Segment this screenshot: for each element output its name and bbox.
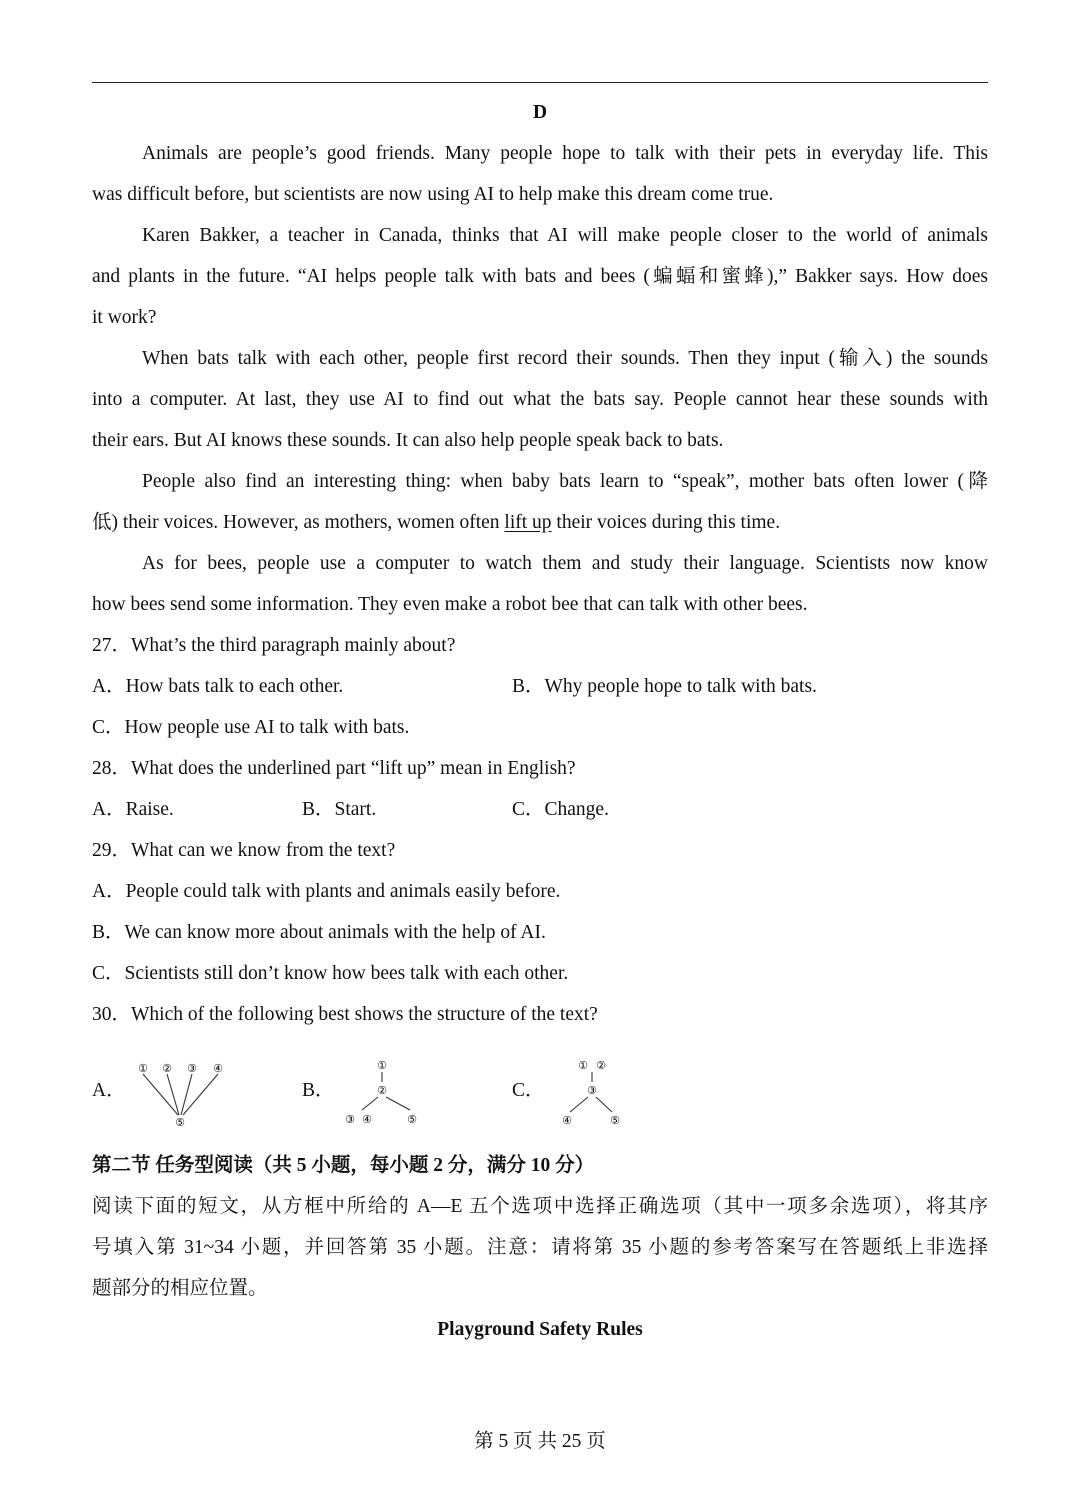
q29-option-a[interactable]: A．People could talk with plants and animals easily before. [92, 881, 561, 902]
q30c-node-3: ③ [587, 1084, 597, 1097]
q30a-node-2: ② [162, 1062, 172, 1075]
q29-stem: 29．What can we know from the text? [92, 840, 396, 861]
passage-p4-line2 [92, 511, 988, 535]
q28-option-b[interactable]: B．Start. [302, 799, 377, 820]
q28-option-c[interactable]: C．Change. [512, 799, 609, 820]
q30c-node-5: ⑤ [610, 1114, 620, 1127]
q27-stem: 27．What’s the third paragraph mainly about? [92, 635, 456, 656]
q28-option-a[interactable]: A．Raise. [92, 799, 174, 820]
q29-option-b[interactable]: B．We can know more about animals with the help of AI. [92, 922, 546, 943]
passage-p2-line2: and plants in the future. “AI helps people talk with bats and bees (蝙蝠和蜜蜂),” Bakker says. How does [92, 266, 988, 287]
passage-p5-line1: As for bees, people use a computer to watch them and study their language. Scientists now know [142, 553, 988, 574]
q30b-node-5: ⑤ [407, 1113, 417, 1126]
q30b-node-3: ③ [345, 1113, 355, 1126]
q30c-node-1: ① [578, 1059, 588, 1072]
passage-p1-line1: Animals are people’s good friends. Many people hope to talk with their pets in everyday life. This [142, 143, 988, 164]
q30a-node-4: ④ [213, 1062, 223, 1075]
q30a-node-5: ⑤ [175, 1116, 185, 1129]
q30a-node-1: ① [138, 1062, 148, 1075]
passage-p4-line1: People also find an interesting thing: when baby bats learn to “speak”, mother bats often lower (降 [142, 471, 988, 492]
q27-option-a[interactable]: A．How bats talk to each other. [92, 676, 344, 697]
q27-option-b[interactable]: B．Why people hope to talk with bats. [512, 676, 817, 697]
q30-option-a[interactable]: A． [92, 1080, 126, 1101]
section2-instructions-line1: 阅读下面的短文，从方框中所给的 A—E 五个选项中选择正确选项（其中一项多余选项），将其序 [92, 1196, 988, 1217]
passage-p2-line3: it work? [92, 307, 157, 328]
q30b-node-4: ④ [362, 1113, 372, 1126]
q30-diagram-c [548, 1052, 638, 1130]
underlined-phrase-lift-up: lift up [504, 512, 552, 533]
q30c-node-4: ④ [562, 1114, 572, 1127]
page-number: 第 5 页 共 25 页 [474, 1431, 606, 1452]
passage-title: Playground Safety Rules [437, 1319, 643, 1340]
section-letter: D [532, 102, 548, 123]
p4-line2-after: their voices during this time. [551, 512, 781, 533]
section2-instructions-line3: 题部分的相应位置。 [92, 1278, 268, 1299]
q29-option-c[interactable]: C．Scientists still don’t know how bees talk with each other. [92, 963, 569, 984]
q27-option-c[interactable]: C．How people use AI to talk with bats. [92, 717, 410, 738]
q30-diagram-b [332, 1052, 432, 1130]
q30-option-c[interactable]: C． [512, 1080, 545, 1101]
q30-diagram-a [130, 1056, 240, 1130]
q28-stem: 28．What does the underlined part “lift up” mean in English? [92, 758, 576, 779]
passage-p5-line2: how bees send some information. They even make a robot bee that can talk with other bees. [92, 594, 808, 615]
q30-stem: 30．Which of the following best shows the structure of the text? [92, 1004, 598, 1025]
passage-p3-line1: When bats talk with each other, people first record their sounds. Then they input (输入) the sounds [142, 348, 988, 369]
p4-line2-before: 低) their voices. However, as mothers, women often [92, 512, 505, 533]
q30a-node-3: ③ [187, 1062, 197, 1075]
passage-p2-line1: Karen Bakker, a teacher in Canada, thinks that AI will make people closer to the world of animals [142, 225, 988, 246]
passage-p3-line3: their ears. But AI knows these sounds. It can also help people speak back to bats. [92, 430, 724, 451]
q30b-node-2: ② [377, 1084, 387, 1097]
top-rule [92, 82, 988, 83]
q30-option-b[interactable]: B． [302, 1080, 335, 1101]
section2-heading: 第二节 任务型阅读（共 5 小题，每小题 2 分，满分 10 分） [92, 1155, 595, 1176]
section2-instructions-line2: 号填入第 31~34 小题，并回答第 35 小题。注意：请将第 35 小题的参考答案写在答题纸上非选择 [92, 1237, 988, 1258]
passage-p1-line2: was difficult before, but scientists are now using AI to help make this dream come true. [92, 184, 774, 205]
q30b-node-1: ① [377, 1059, 387, 1072]
passage-p3-line2: into a computer. At last, they use AI to find out what the bats say. People cannot hear these sounds with [92, 389, 988, 410]
q30c-node-2: ② [596, 1059, 606, 1072]
